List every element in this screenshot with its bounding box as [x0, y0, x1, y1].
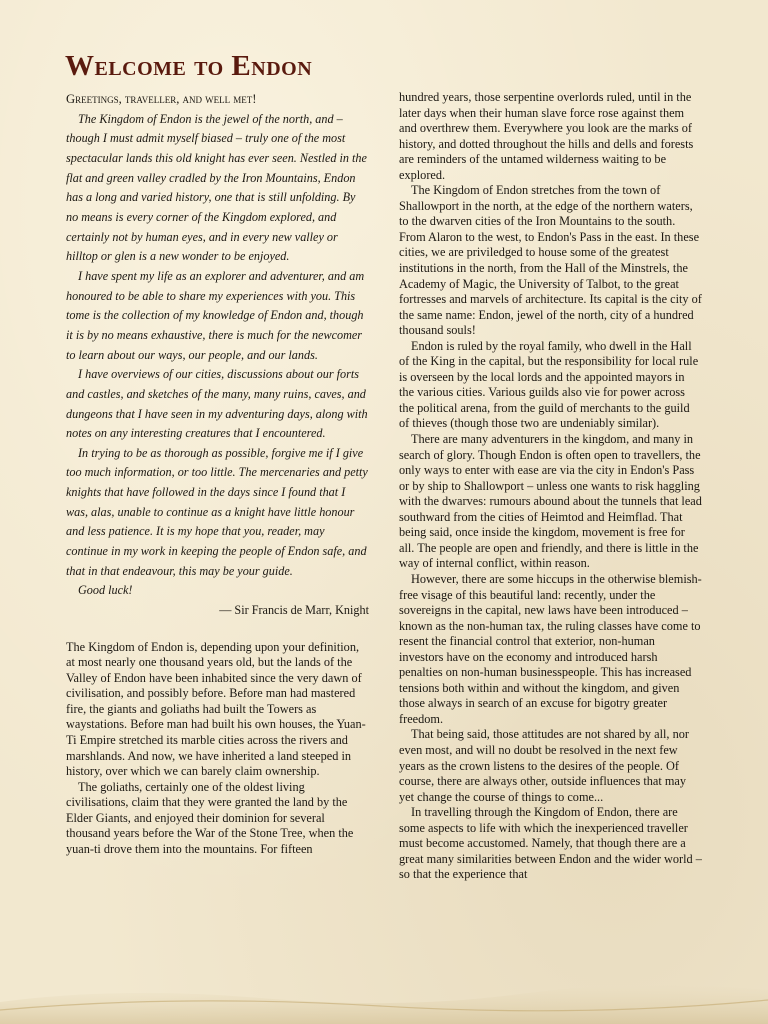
left-body-text: [66, 640, 369, 858]
greeting: Greetings, traveller, and well met!: [66, 92, 257, 106]
body-paragraph: That being said, those attitudes are not shared by all, nor even most, and will no doubt be resolved in the next few years as the crown listens to the desires of the people. Of course, there are always other, outside influences that may yet change the course of things to come...: [399, 727, 689, 804]
body-paragraph: Endon is ruled by the royal family, who dwell in the Hall of the King in the capital, but the responsibility for local rule is overseen by the local lords and the appointed mayors in the various cities. Various guilds also vie for power across the political arena, from the guild of merchants to the guild of thieves (though those two are undeniably similar).: [399, 338, 699, 431]
left-column: [66, 90, 369, 857]
footer-decoration: [0, 964, 768, 1024]
intro-paragraph: I have spent my life as an explorer and adventurer, and am honoured to be able to share my experiences with you. This tome is the collection of my knowledge of Endon and, though it is by no means exhaustive, there is much for the newcomer to learn about our ways, our people, and our lands.: [66, 268, 365, 362]
body-paragraph: In travelling through the Kingdom of Endon, there are some aspects to life with which the inexperienced traveller must become accustomed. Namely, that though there are a great many similarities between Endon and the wider world – so that the experience that: [399, 805, 702, 882]
body-paragraph: However, there are some hiccups in the otherwise blemish-free visage of this beautiful land: recently, under the sovereigns in the capital, new laws have been introduced – known as the non-human tax, the ruling classes have come to resent the financial control that exterior, non-human investors have on the economy and introduced harsh penalties on non-human businesspeople. This has increased tensions both within and without the kingdom, and given those always in search of an excuse for bigotry greater freedom.: [399, 571, 702, 726]
signature: — Sir Francis de Marr, Knight: [219, 603, 369, 618]
intro-letter: [66, 90, 369, 621]
body-paragraph: There are many adventurers in the kingdom, and many in search of glory. Though Endon is often open to travellers, the only ways to enter with ease are via the city in Endon's Pass or by ship to Shallowport – unless one wants to risk haggling with the dwarves: rumours abound about the tunnels that lead southward from the cities of Heimtod and Heimflad. That being said, once inside the kingdom, movement is free for all. The people are open and friendly, and there is little in the way of internal conflict, within reason.: [399, 432, 702, 571]
intro-paragraph: The Kingdom of Endon is the jewel of the north, and – though I must admit myself biased – truly one of the most spectacular lands this old knight has ever seen. Nestled in the flat and green valley cradled by the Iron Mountains, Endon has a long and varied history, one that is still unfolding. By no means is every corner of the Kingdom explored, and certainly not by human eyes, and in every new valley or hilltop or glen is a new wonder to be enjoyed.: [66, 111, 367, 264]
body-paragraph: The Kingdom of Endon is, depending upon your definition, at most nearly one thousand years old, but the lands of the Valley of Endon have been inhabited since the very dawn of civilisation, and possibly before. Before man had mastered fire, the giants and goliaths had built the Towers as waystations. Before man had built his own houses, the Yuan-Ti Empire stretched its marble cities across the rivers and marshlands. And now, we have inherited a land steeped in history, over which we can barely claim ownership.: [66, 639, 366, 779]
body-paragraph: The goliaths, certainly one of the oldest living civilisations, claim that they were granted the land by the Elder Giants, and enjoyed their dominion for several thousand years before the War of the Stone Tree, when the yuan-ti drove them into the mountains. For fifteen: [66, 779, 354, 856]
intro-paragraph: Good luck!: [78, 583, 133, 598]
body-paragraph: hundred years, those serpentine overlords ruled, until in the later days when their human slave force rose against them and overthrew them. Everywhere you look are the marks of history, and dotted throughout the hills and dells and forests are reminders of the untamed wilderness waiting to be explored.: [399, 90, 694, 182]
right-column: [399, 90, 702, 883]
intro-paragraph: In trying to be as thorough as possible, forgive me if I give too much information, or too little. The mercenaries and petty knights that have followed in the days since I found that I was, alas, unable to continue as a knight have little honour and less patience. It is my hope that you, reader, may continue in my work in keeping the people of Endon safe, and that in that endeavour, this may be your guide.: [66, 445, 368, 578]
body-paragraph: The Kingdom of Endon stretches from the town of Shallowport in the north, at the edge of the northern waters, to the dwarven cities of the Iron Mountains to the south. From Alaron to the west, to Endon's Pass in the east. In these cities, we are priviledged to house some of the greatest institutions in the north, from the Hall of the Minstrels, the Academy of Magic, the University of Talbot, to the great fortresses and marvels of architecture. Its capital is the city of the same name: Endon, jewel of the north, city of a hundred thousand souls!: [399, 183, 702, 338]
intro-paragraph: I have overviews of our cities, discussions about our forts and castles, and sketches of the many, many ruins, caves, and dungeons that I have seen in my adventuring days, along with notes on any interesting creatures that I encountered.: [66, 367, 368, 441]
page-title: Welcome to Endon: [65, 50, 313, 82]
